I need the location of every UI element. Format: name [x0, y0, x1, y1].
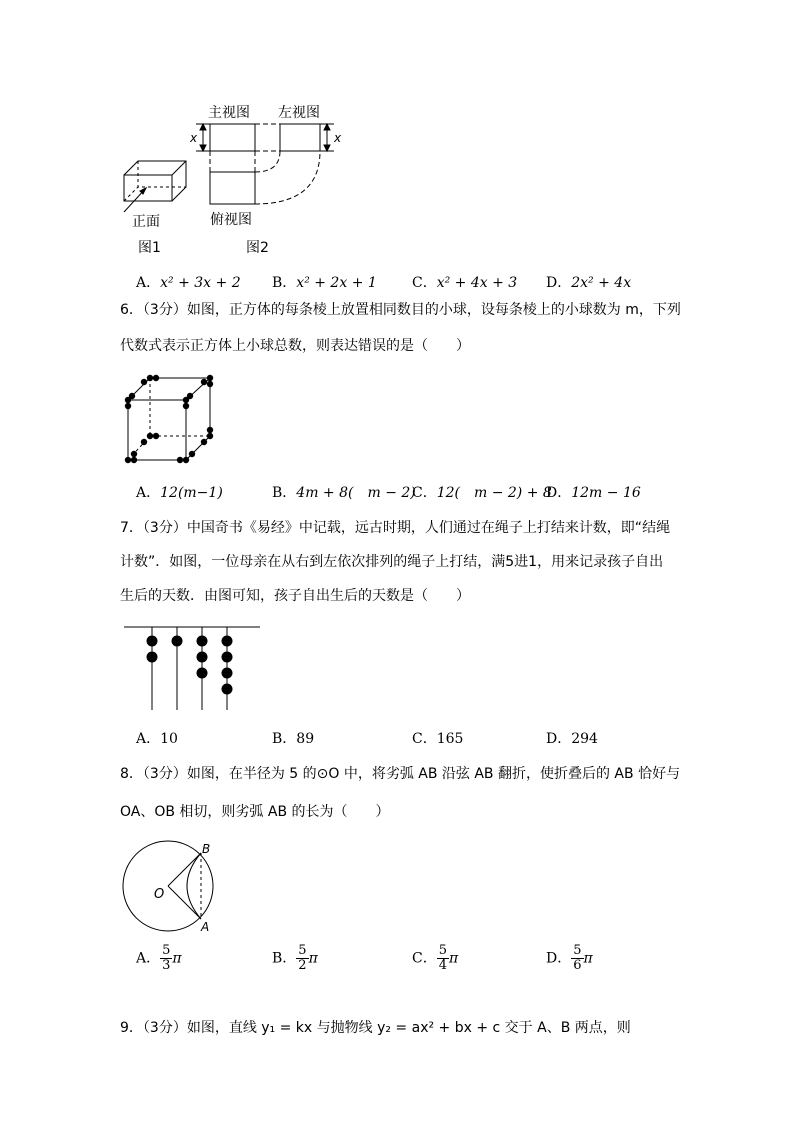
left-view-label: 左视图	[278, 105, 320, 121]
knot	[197, 668, 208, 679]
q5-option-a[interactable]: A．x² + 3x + 2	[136, 275, 241, 291]
circle-fold-diagram	[118, 838, 228, 934]
knot	[147, 636, 158, 647]
q6-question-line-2: 代数式表示正方体上小球总数，则表达错误的是（ ）	[120, 338, 470, 354]
q8-option-c[interactable]: C． $\frac{5}{4}$ π	[412, 943, 459, 973]
q5-option-b[interactable]: B．x² + 2x + 1	[272, 275, 377, 291]
figure-2-label: 图2	[246, 240, 269, 256]
q7-option-a[interactable]: A．10	[136, 731, 178, 747]
q7-question-line-2: 计数”．如图，一位母亲在从右到左依次排列的绳子上打结，满5进1，用来记录孩子自出	[120, 554, 664, 570]
q6-option-c[interactable]: C．12( m − 2) + 8	[412, 485, 552, 501]
knot	[197, 636, 208, 647]
q8-question-line-2: OA、OB 相切，则劣弧 AB 的长为（ ）	[120, 804, 390, 820]
knot	[222, 684, 233, 695]
knot	[222, 668, 233, 679]
q7-option-c[interactable]: C．165	[412, 731, 464, 747]
q8-option-a[interactable]: A． $\frac{5}{3}$ π	[136, 943, 182, 973]
knot	[172, 636, 183, 647]
q5-option-c[interactable]: C．x² + 4x + 3	[412, 275, 518, 291]
q6-option-b[interactable]: B．4m + 8( m − 2)	[272, 485, 416, 501]
q8-option-d[interactable]: D． $\frac{5}{6}$ π	[546, 943, 593, 973]
q6-option-d[interactable]: D．12m − 16	[546, 485, 641, 501]
q5-figure	[110, 100, 370, 260]
q8-figure	[118, 838, 228, 934]
q7-option-d[interactable]: D．294	[546, 731, 598, 747]
point-b-label: B	[202, 842, 211, 856]
top-view-label: 俯视图	[210, 212, 252, 228]
dim-x-right: x	[334, 131, 342, 145]
knot	[222, 652, 233, 663]
q6-option-a[interactable]: A．12(m−1)	[136, 485, 223, 501]
q6-question-line-1: 6．（3分）如图，正方体的每条棱上放置相同数目的小球，设每条棱上的小球数为 m，下列	[120, 302, 681, 318]
knot-rope-diagram	[120, 622, 265, 714]
figure-1-label: 图1	[138, 240, 161, 256]
front-face-label: 正面	[132, 214, 160, 230]
knot	[222, 636, 233, 647]
q7-figure	[120, 622, 265, 714]
cube-balls-diagram	[120, 372, 220, 468]
knot	[147, 652, 158, 663]
q5-option-d[interactable]: D．2x² + 4x	[546, 275, 632, 291]
knot	[197, 652, 208, 663]
q8-option-b[interactable]: B． $\frac{5}{2}$ π	[272, 943, 318, 973]
q7-question-line-1: 7．（3分）中国奇书《易经》中记载，远古时期，人们通过在绳子上打结来计数，即“结绳	[120, 520, 671, 536]
q9-question-line-1: 9．（3分）如图，直线 y₁ = kx 与抛物线 y₂ = ax² + bx + c 交于 A、B 两点，则	[120, 1020, 631, 1036]
q7-question-line-3: 生后的天数．由图可知，孩子自出生后的天数是（ ）	[120, 588, 470, 604]
q8-question-line-1: 8．（3分）如图，在半径为 5 的⊙O 中，将劣弧 AB 沿弦 AB 翻折，使折叠后的 AB 恰好与	[120, 766, 681, 782]
q7-option-b[interactable]: B．89	[272, 731, 315, 747]
point-a-label: A	[201, 920, 210, 934]
dim-x-left: x	[190, 131, 198, 145]
front-view-label: 主视图	[208, 105, 250, 121]
point-o-label: O	[154, 887, 165, 902]
q6-figure	[120, 372, 220, 468]
three-views-diagram	[110, 100, 370, 260]
